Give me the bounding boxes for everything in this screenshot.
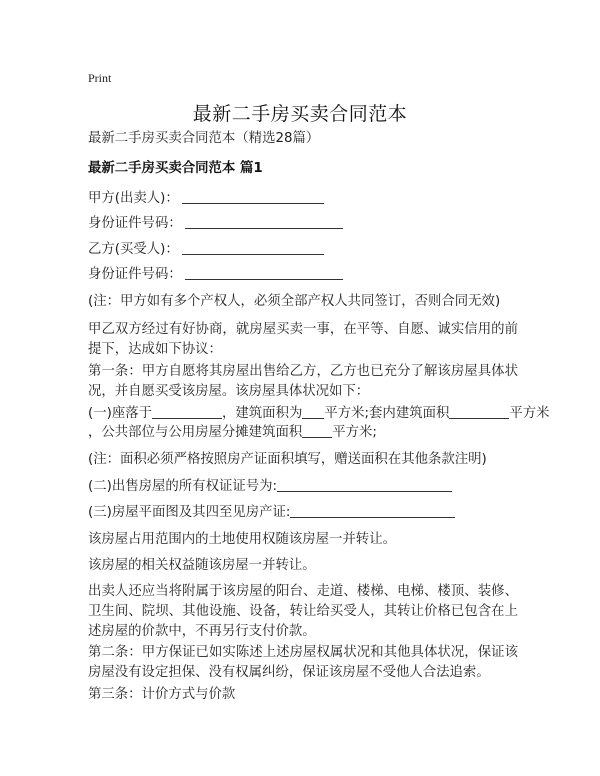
floor-area-blank <box>302 404 324 419</box>
intro-paragraph: 甲乙双方经过有好协商，就房屋买卖一事，在平等、自愿、诚实信用的前提下，达成如下协议： <box>88 322 518 357</box>
item-1-unit: 平方米 <box>509 406 550 421</box>
certificate-number-blank <box>277 477 452 492</box>
shared-area-blank <box>302 423 332 438</box>
item-3-field <box>88 503 455 523</box>
id-b-label: 身份证件号码： <box>88 267 182 282</box>
section-heading: 最新二手房买卖合同范本 篇1 <box>88 161 263 176</box>
note-owners: (注：甲方如有多个产权人，必须全部产权人共同签订，否则合同无效) <box>88 294 501 309</box>
party-a-blank <box>182 189 324 204</box>
document-title: 最新二手房买卖合同范本 <box>192 103 408 125</box>
item-2-label: (二)出售房屋的所有权证证号为: <box>88 479 278 494</box>
party-b-blank <box>182 240 324 255</box>
item-1-line-1 <box>88 404 550 424</box>
item-1-prefix: (一)座落于 <box>88 406 153 421</box>
party-a-field <box>88 189 324 209</box>
id-b-blank <box>185 265 343 280</box>
party-b-label: 乙方(买受人)： <box>88 242 179 257</box>
article-2: 第二条：甲方保证已如实陈述上述房屋权属状况和其他具体状况，保证该房屋没有设定担保、没有权属纠纷，保证该房屋不受他人合法追索。 <box>88 645 518 680</box>
inner-area-blank <box>449 404 509 419</box>
party-b-field <box>88 240 324 260</box>
rights-transfer-text: 该房屋的相关权益随该房屋一并转让。 <box>88 558 316 573</box>
note-area: (注：面积必须严格按照房产证面积填写，赠送面积在其他条款注明) <box>88 452 487 467</box>
item-1-inner-area-label: 平方米;套内建筑面积 <box>324 406 450 421</box>
id-a-label: 身份证件号码： <box>88 216 182 231</box>
article-3: 第三条：计价方式与价款 <box>88 687 236 702</box>
item-1-line-2 <box>88 423 377 443</box>
item-1-shared-unit: 平方米; <box>332 425 377 440</box>
item-2-field <box>88 477 452 497</box>
id-b-field <box>88 265 343 285</box>
floor-plan-blank <box>290 503 455 518</box>
print-link[interactable]: Print <box>88 71 112 85</box>
id-a-field <box>88 214 343 234</box>
party-a-label: 甲方(出卖人)： <box>88 191 179 206</box>
item-1-shared-area-label: ，公共部位与公用房屋分摊建筑面积 <box>88 425 303 440</box>
land-transfer-text: 该房屋占用范围内的土地使用权随该房屋一并转让。 <box>88 532 396 547</box>
item-3-label: (三)房屋平面图及其四至见房产证: <box>88 505 291 520</box>
item-1-floor-area-label: ，建筑面积为 <box>222 406 303 421</box>
document-subtitle: 最新二手房买卖合同范本（精选28篇） <box>88 131 320 146</box>
article-1: 第一条：甲方自愿将其房屋出售给乙方，乙方也已充分了解该房屋具体状况，并自愿买受该房屋。该房屋具体状况如下： <box>88 364 518 399</box>
id-a-blank <box>185 214 343 229</box>
attachments-paragraph: 出卖人还应当将附属于该房屋的阳台、走道、楼梯、电梯、楼顶、装修、卫生间、院坝、其他设施、设备，转让给买受人，其转让价格已包含在上述房屋的价款中，不再另行支付价款。 <box>88 584 518 639</box>
location-blank <box>152 404 222 419</box>
